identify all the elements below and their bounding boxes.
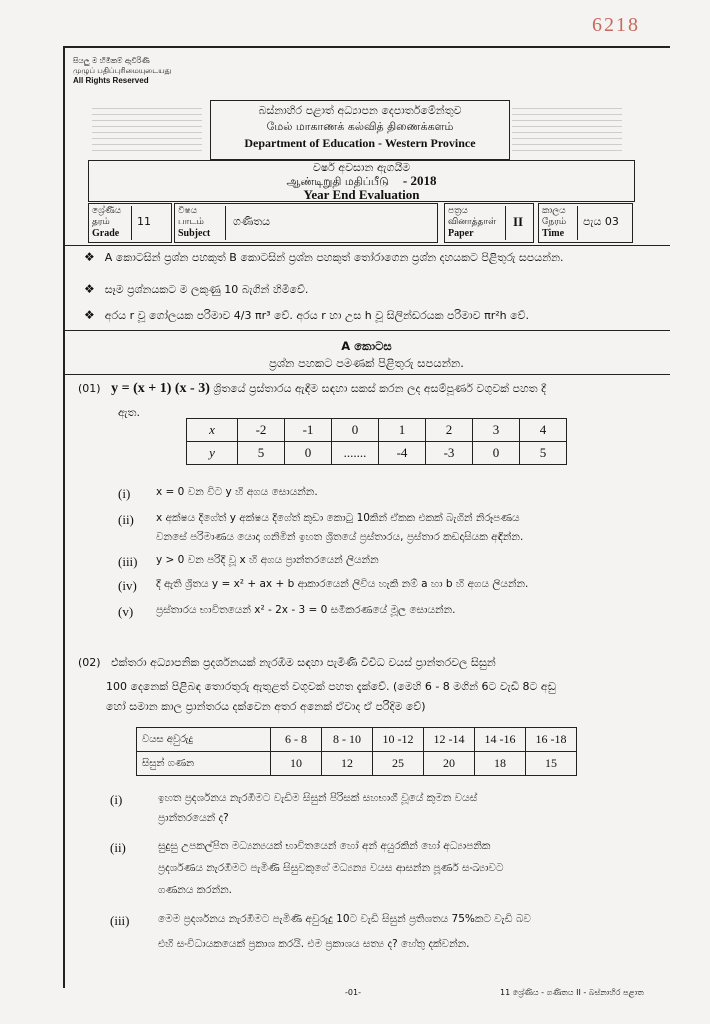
exam-page: 6218 සියලු ම හිමිකම් ඇවිරිණි முழுப் பதிப்புரிமையுடையது All Rights Reserved බස්නාහිර පළාත් අධ්‍යාපන දෙපාර්තමේන්තුව மேல் மாகாணக் கல்வித் திணைக்களம் Department of Education - Western Province වර්ෂ අවසාන ඇගයීම ஆண்டிறுதி மதிப்பீடு - 2018 Year End Evaluation ශ්‍රේණිය தரம் Grade 11 විෂය பாடம் Subject ගණිතය පත්‍රය வினாத்தாள் Paper II කාලය நேரம் Time පැය 03 ❖ A කොටසින් ප්‍රශ්න පහකුත් B කොටසින් ප්‍රශ්න පහකුත් තෝරාගෙන ප්‍රශ්න දහයකට පිළිතුරු සපයන්න. ❖ සෑම ප්‍රශ්නයකට ම ලකුණු 10 බැගින් හිමිවේ. ❖ අරය r වූ ගෝලයක පරිමාව 4/3 πr³ වේ. අරය r හා උස h වූ සිලින්ඩරයක පරිමාව πr²h වේ. A කොටස ප්‍රශ්න පහකට පමණක් පිළිතුරු සපයන්න. (01) y = (x + 1) (x - 3) ශ්‍රිතයේ ප්‍රස්තාරය ඇඳීම සඳහා සකස් කරන ලද අසම්පූර්ණ වගුවක් පහත දී ඇත. x -2 -1 0 1 2 3 4 y 5 0 ....... -4 -3 0 5 (i) x = 0 වන විට y හි අගය සොයන්න. (ii) x අක්ෂය දිගේත් y අක්ෂය දිගේත් කුඩා කොටු 10කින් ඒකක එකක් බැගින් නිරූපණය වනසේ පරිමාණය යොදා ගනිමින් ඉහත ශ්‍රිතයේ ප්‍රස්තාරය, ප්‍රස්තාර කඩදාසියක අඳින්න. (iii) y > 0 වන පරිදි වූ x හි අගය ප්‍රාන්තරයෙන් ලියන්න (iv) දී ඇති ශ්‍රිතය y = x² + ax + b ආකාරයෙන් ලිවිය හැකි නම් a හා b හි අගය ලියන්න. (v) ප්‍රස්තාරය භාවිතයෙන් x² - 2x - 3 = 0 සමීකරණයේ මූල සොයන්න. (02) එක්තරා අධ්‍යාපනික ප්‍රදර්ශනයක් නැරඹීම සඳහා පැමිණි විවිධ වයස් ප්‍රාන්තරවල සිසුන් 100 දෙනෙක් පිළිබඳ තොරතුරු ඇතුළත් වගුවක් පහත දැක්වේ. (මෙහි 6 - 8 මගින් 6ට වැඩි 8ට අඩු හෝ සමාන කාල ප්‍රාන්තරය දක්වෙන අතර අනෙක් ඒවාද ඒ පරිදිම වේ) වයස අවුරුදු 6 - 8 8 - 10 10 -12 12 -14 14 -16 16 -18 සිසුන් ගණන 10 12 25 20 18 15 (i) ඉහත ප්‍රදර්ශනය නැරඹීමට වැඩිම සිසුන් පිරිසක් සහභාගී වූයේ කුමන වයස් ප්‍රාන්තරයෙන් ද? (ii) සුදුසු උපකල්පිත මධ්‍යන්‍යයක් භාවිතයෙන් හෝ අන් අයුරකින් හෝ අධ්‍යාපනික ප්‍රදර්ශණය නැරඹීමට පැමිණි සිසුවකුගේ මධ්‍යන්‍ය වයස ආසන්න පූර්ණ සංඛ්‍යාවට ගණනය කරන්න. (iii) මෙම ප්‍රදර්ශනය නැරඹීමට පැමිණි අවුරුදු 10ට වැඩි සිසුන් ප්‍රතිශතය 75%කට වැඩි බව එහි සංවිධායකයෙක් ප්‍රකාශ කරයි. එම ප්‍රකාශය සත්‍ය ද? හේතු දක්වන්න. -01- 11 ශ්‍රේණිය - ගණිතය II - බස්නාහිර පළාත	[0, 0, 710, 1024]
q1-equation: y = (x + 1) (x - 3)	[111, 381, 210, 396]
instruction-3: ❖ අරය r වූ ගෝලයක පරිමාව 4/3 πr³ වේ. අරය r හා උස h වූ සිලින්ඩරයක පරිමාව πr²h වේ.	[84, 308, 529, 322]
paper-box: පත්‍රය வினாத்தாள் Paper II	[444, 203, 534, 243]
q1-line1: (01) y = (x + 1) (x - 3) ශ්‍රිතයේ ප්‍රස්තාරය ඇඳීම සඳහා සකස් කරන ලද අසම්පූර්ණ වගුවක් පහත දී	[78, 381, 546, 396]
eval-tamil: ஆண்டிறுதி மதிப்பீடு	[286, 175, 389, 188]
q1-table-row-x: x -2 -1 0 1 2 3 4	[187, 419, 567, 442]
instructions-rule	[63, 330, 670, 331]
grade-value: 11	[137, 215, 151, 228]
grade-box: ශ්‍රේණිය தரம் Grade 11	[88, 203, 172, 243]
q1-line2: ඇත.	[118, 406, 140, 419]
q1-table	[186, 418, 567, 465]
instruction-1: ❖ A කොටසින් ප්‍රශ්න පහකුත් B කොටසින් ප්‍රශ්න පහකුත් තෝරාගෙන ප්‍රශ්න දහයකට පිළිතුරු සපයන්න.	[84, 250, 564, 264]
q2-line1: (02) එක්තරා අධ්‍යාපනික ප්‍රදර්ශනයක් නැරඹීම සඳහා පැමිණි විවිධ වයස් ප්‍රාන්තරවල සිසුන්	[78, 656, 496, 669]
page-stamp: 6218	[592, 14, 640, 36]
eval-english: Year End Evaluation	[303, 187, 420, 202]
time-box: කාලය நேரம் Time පැය 03	[538, 203, 633, 243]
section-subtitle: ප්‍රශ්න පහකට පමණක් පිළිතුරු සපයන්න.	[269, 356, 464, 370]
eval-sinhala: වර්ෂ අවසාන ඇගයීම	[312, 161, 411, 174]
copyright-notice: සියලු ම හිමිකම් ඇවිරිණි முழுப் பதிப்புரிமையுடையது All Rights Reserved	[73, 56, 172, 85]
section-rule	[63, 374, 670, 375]
q1-x-label: x	[187, 419, 238, 442]
q2-age-label: වයස අවුරුදු	[137, 728, 271, 752]
q2-table-row-age: වයස අවුරුදු 6 - 8 8 - 10 10 -12 12 -14 14 -16 16 -18	[137, 728, 577, 752]
subject-box: විෂය பாடம் Subject ගණිතය	[174, 203, 438, 243]
eval-year: - 2018	[402, 173, 437, 188]
watermark-lines-right	[512, 108, 622, 152]
evaluation-header	[88, 160, 635, 202]
footer-note: 11 ශ්‍රේණිය - ගණිතය II - බස්නාහිර පළාත	[500, 988, 644, 997]
page-number: -01-	[345, 988, 361, 997]
q2-table	[136, 727, 577, 776]
header-rule	[63, 245, 670, 246]
q1-y-label: y	[187, 442, 238, 465]
q2-table-row-count: සිසුන් ගණන 10 12 25 20 18 15	[137, 752, 577, 776]
time-value: පැය 03	[583, 215, 619, 228]
subject-value: ගණිතය	[233, 215, 271, 228]
dept-tamil: மேல் மாகாணக் கல்வித் திணைக்களம்	[266, 120, 454, 133]
q2-line3: හෝ සමාන කාල ප්‍රාන්තරය දක්වෙන අතර අනෙක් ඒවාද ඒ පරිදිම වේ)	[106, 700, 426, 713]
q2-count-label: සිසුන් ගණන	[137, 752, 271, 776]
dept-sinhala: බස්නාහිර පළාත් අධ්‍යාපන දෙපාර්තමේන්තුව	[258, 104, 462, 117]
dept-english: Department of Education - Western Province	[244, 136, 476, 150]
q1-table-row-y: y 5 0 ....... -4 -3 0 5	[187, 442, 567, 465]
q2-line2: 100 දෙනෙක් පිළිබඳ තොරතුරු ඇතුළත් වගුවක් පහත දැක්වේ. (මෙහි 6 - 8 මගින් 6ට වැඩි 8ට අඩු	[106, 680, 556, 693]
watermark-lines-left	[92, 108, 202, 152]
section-title: A කොටස	[341, 339, 392, 353]
instruction-2: ❖ සෑම ප්‍රශ්නයකට ම ලකුණු 10 බැගින් හිමිවේ.	[84, 282, 309, 296]
department-header	[210, 100, 510, 160]
paper-value: II	[513, 214, 524, 229]
